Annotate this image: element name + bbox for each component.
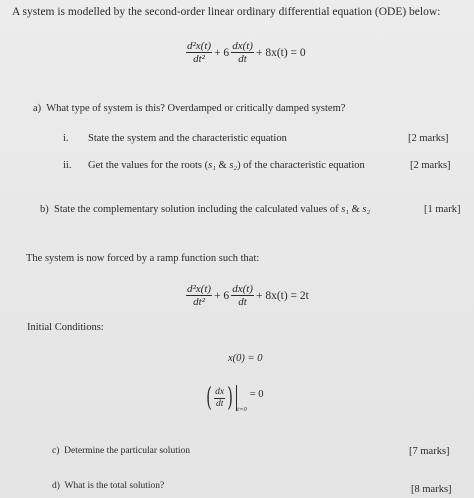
coefficient: + 6	[214, 46, 230, 59]
item-number: ii.	[63, 160, 72, 171]
part-d-question	[52, 481, 164, 491]
part-a-item-2-text	[88, 160, 365, 171]
fraction-numerator: dx(t)	[232, 40, 253, 52]
equation-rest: + 8x(t) = 0	[255, 46, 306, 59]
text-segment: &	[348, 204, 363, 215]
part-a-item-1	[63, 133, 69, 144]
item-number: i.	[63, 133, 69, 144]
intro-text: A system is modelled by the second-order linear ordinary differential equation (ODE) below:	[12, 6, 441, 18]
root-symbol: s₂	[229, 160, 238, 171]
first-derivative-fraction	[231, 283, 254, 308]
question-text: Determine the particular solution	[64, 446, 190, 456]
question-text: What type of system is this? Overdamped or critically damped system?	[46, 103, 346, 114]
marks-badge: [2 marks]	[410, 160, 451, 171]
second-derivative-fraction	[186, 40, 212, 65]
part-label: b)	[40, 204, 49, 215]
initial-conditions-label: Initial Conditions:	[27, 322, 104, 333]
part-a-item-2	[63, 160, 71, 171]
fraction-denominator: dt	[215, 398, 224, 409]
part-b-question	[40, 204, 370, 215]
text-segment: ) of the characteristic equation	[237, 160, 365, 171]
marks-badge: [8 marks]	[411, 484, 452, 495]
fraction-denominator: dt²	[193, 296, 205, 308]
fraction-denominator: dt	[238, 296, 247, 308]
left-paren: (	[206, 383, 212, 413]
root-symbol: s₁	[208, 160, 216, 171]
marks-badge: [1 mark]	[424, 204, 461, 215]
marks-badge: [2 marks]	[408, 133, 449, 144]
text-segment: &	[215, 160, 230, 171]
part-a-question	[33, 103, 345, 114]
ode-homogeneous	[186, 40, 308, 65]
question-text: State the complementary solution including the calculated values of	[54, 204, 342, 215]
part-label: d)	[52, 481, 60, 491]
question-text: What is the total solution?	[64, 481, 165, 491]
part-a-item-1-text: State the system and the characteristic equation	[88, 133, 287, 144]
fraction-numerator: dx	[215, 386, 225, 397]
equation-rest: = 0	[249, 388, 264, 400]
fraction-numerator: dx(t)	[232, 283, 253, 295]
root-symbol: s₁	[341, 204, 349, 215]
forced-intro-text: The system is now forced by a ramp function such that:	[26, 253, 260, 264]
ode-forced	[186, 283, 311, 308]
part-c-question	[52, 446, 190, 456]
initial-condition-position: x(0) = 0	[228, 353, 263, 364]
equation-rest: + 8x(t) = 2t	[255, 289, 309, 302]
fraction-denominator: dt	[238, 53, 247, 65]
fraction-numerator: d²x(t)	[187, 283, 212, 295]
coefficient: + 6	[214, 289, 230, 302]
fraction-denominator: dt²	[193, 53, 205, 65]
second-derivative-fraction	[186, 283, 212, 308]
right-paren: )	[227, 383, 233, 413]
evaluation-point: t=0	[237, 406, 247, 413]
fraction-numerator: d²x(t)	[187, 40, 212, 52]
root-symbol: s₂	[362, 204, 371, 215]
part-label: a)	[33, 103, 42, 114]
text-segment: Get the values for the roots (	[88, 160, 209, 171]
part-label: c)	[52, 446, 60, 456]
derivative-fraction	[214, 387, 225, 410]
first-derivative-fraction	[231, 40, 254, 65]
marks-badge: [7 marks]	[409, 446, 450, 457]
initial-condition-velocity	[204, 382, 264, 414]
